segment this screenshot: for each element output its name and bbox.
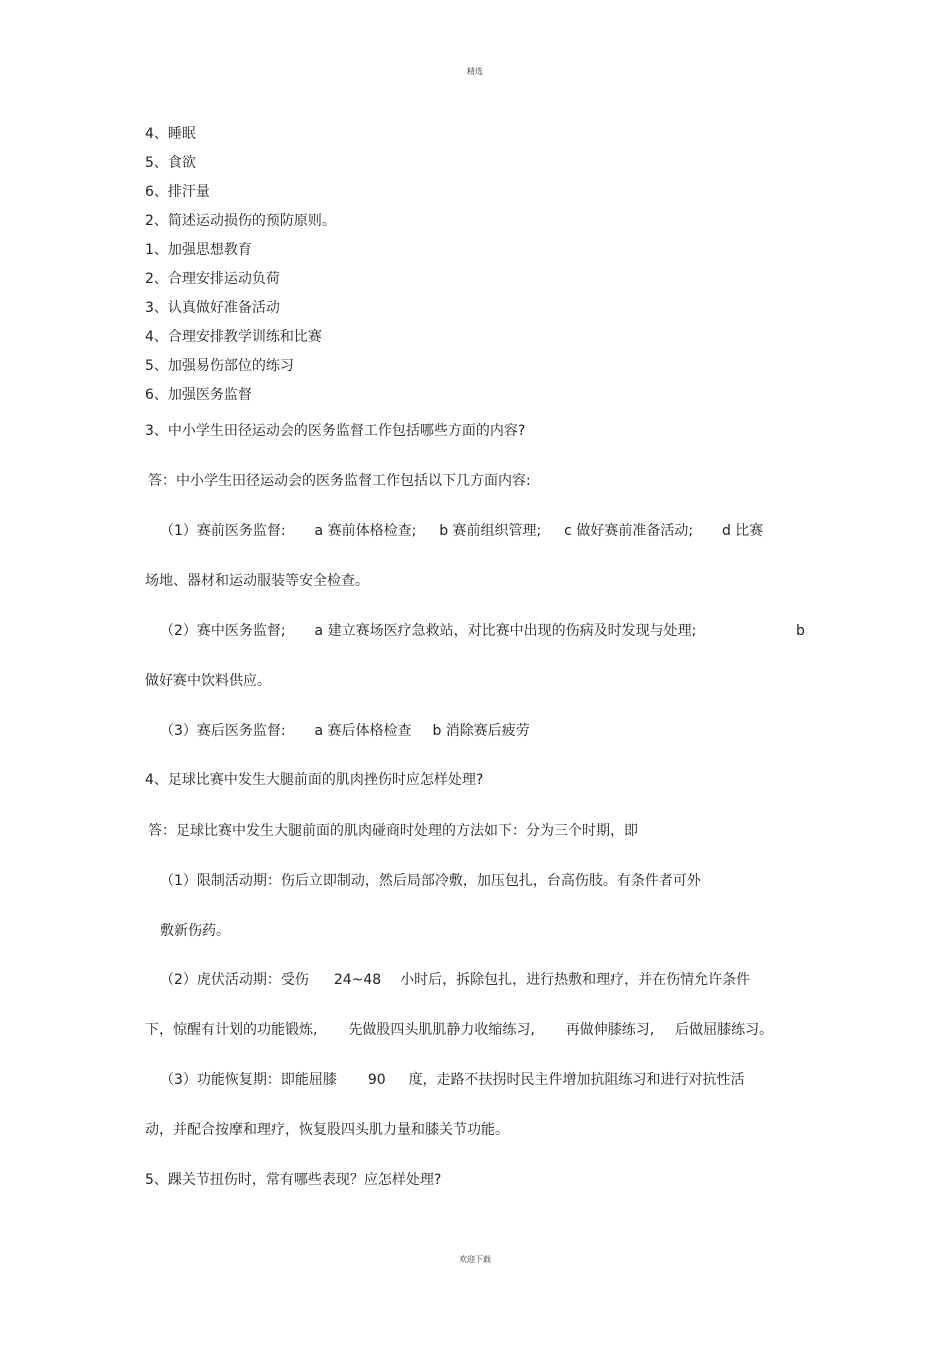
text-segment: a: [314, 623, 324, 639]
text-segment: （3）功能恢复期：即能屈膝: [160, 1072, 337, 1088]
text-line: 做好赛中饮料供应。: [145, 673, 271, 689]
text-segment: a 赛后体格检查: [314, 723, 412, 739]
text-segment: （2）赛中医务监督;: [160, 623, 286, 639]
text-line: 4、睡眠: [145, 126, 196, 142]
page-footer: 欢迎下载: [459, 1255, 491, 1264]
text-segment: 小时后，拆除包扎，进行热敷和理疗，并在伤情允许条件: [400, 972, 751, 988]
text-line: 2、合理安排运动负荷: [145, 271, 280, 287]
text-line: 1、加强思想教育: [145, 242, 252, 258]
text-line: 5、食欲: [145, 155, 196, 171]
question-heading: 5、踝关节扭伤时，常有哪些表现？应怎样处理?: [145, 1172, 442, 1188]
text-line: [160, 971, 750, 989]
text-segment: b: [439, 523, 449, 539]
text-line: 6、加强医务监督: [145, 387, 252, 403]
text-line: 场地、器材和运动服装等安全检查。: [145, 573, 369, 589]
page-header: 精选: [467, 67, 483, 76]
text-line: 6、排汗量: [145, 184, 210, 200]
text-segment: （2）虎伏活动期：受伤: [160, 972, 309, 988]
question-heading: 4、足球比赛中发生大腿前面的肌肉挫伤时应怎样处理?: [145, 772, 484, 788]
answer-text: 答：足球比赛中发生大腿前面的肌肉碰商时处理的方法如下：分为三个时期，即: [148, 823, 638, 839]
text-line: [160, 722, 530, 740]
text-line: 敷新伤药。: [160, 923, 230, 939]
text-line: [160, 622, 696, 640]
answer-text: 答：中小学生田径运动会的医务监督工作包括以下几方面内容:: [148, 473, 531, 489]
text-line: [145, 1021, 773, 1039]
text-segment: 24~48: [333, 972, 382, 988]
text-segment: （3）赛后医务监督:: [160, 723, 286, 739]
text-segment: 先做股四头肌肌静力收缩练习,: [348, 1022, 535, 1038]
text-line: 3、认真做好准备活动: [145, 300, 280, 316]
text-segment: 赛前组织管理;: [452, 523, 542, 539]
text-segment: 90: [367, 1072, 386, 1088]
text-segment: b 消除赛后疲劳: [432, 723, 530, 739]
text-line: b: [796, 623, 805, 639]
text-segment: 再做伸膝练习,: [565, 1022, 655, 1038]
text-segment: 做好赛前准备活动;: [576, 523, 694, 539]
text-segment: a: [314, 523, 324, 539]
text-line: 5、加强易伤部位的练习: [145, 358, 294, 374]
text-segment: （1）赛前医务监督:: [160, 523, 286, 539]
text-segment: c: [564, 523, 572, 539]
text-line: [160, 522, 763, 540]
text-line: 动，并配合按摩和理疗，恢复股四头肌力量和膝关节功能。: [145, 1122, 509, 1138]
text-segment: 赛前体格检查;: [327, 523, 417, 539]
text-segment: 比赛: [735, 523, 764, 539]
text-line: （1）限制活动期：伤后立即制动，然后局部冷敷，加压包扎，台高伤肢。有条件者可外: [160, 873, 701, 889]
question-heading: 2、简述运动损伤的预防原则。: [145, 213, 336, 229]
text-line: [160, 1071, 745, 1089]
question-heading: 3、中小学生田径运动会的医务监督工作包括哪些方面的内容?: [145, 423, 526, 439]
text-segment: d: [721, 523, 731, 539]
text-line: 4、合理安排教学训练和比赛: [145, 329, 322, 345]
text-segment: 建立赛场医疗急救站，对比赛中出现的伤病及时发现与处理;: [327, 623, 697, 639]
text-segment: 下，惊醒有计划的功能锻炼,: [145, 1022, 318, 1038]
text-segment: 度，走路不扶拐时民主件增加抗阻练习和进行对抗性活: [408, 1072, 745, 1088]
text-segment: 后做屈膝练习。: [675, 1022, 774, 1038]
